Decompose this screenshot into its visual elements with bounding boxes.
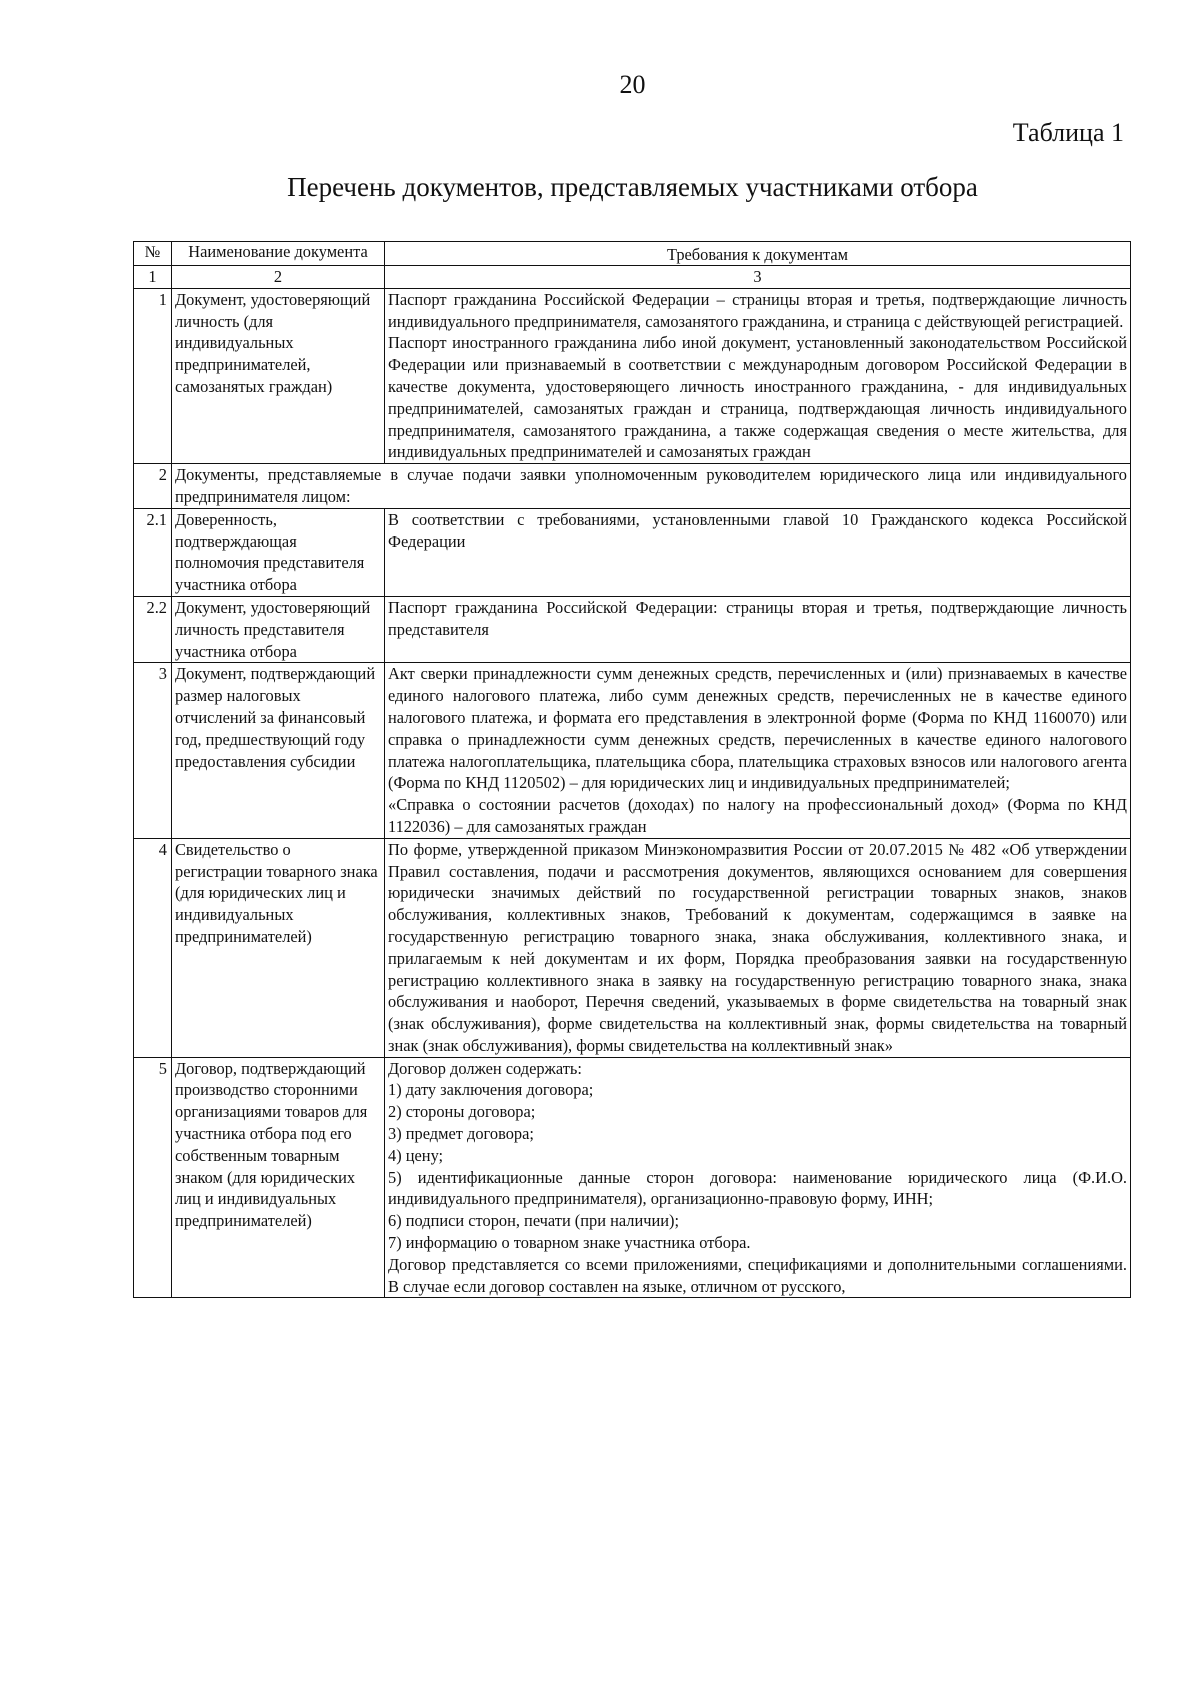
requirement-paragraph: Акт сверки принадлежности сумм денежных средств, перечисленных и (или) признаваемых в качестве единого налогового платежа, либо сумм денежных средств, перечисленных не в качестве единого налогового платежа, и формата его представления в электронной форме (Форма по КНД 1160070) или справка о принадлежности сумм денежных средств, перечисленных в качестве единого налогового платежа налогоплательщика, плательщика сбора, плательщика страховых взносов или налогового агента (Форма по КНД 1120502) – для юридических лиц и индивидуальных предпринимателей; [388,664,1127,793]
requirement-list-item: 3) предмет договора; [388,1124,534,1144]
page-number: 20 [619,70,646,99]
row-number: 5 [134,1057,172,1298]
table-header-row [134,242,1131,266]
table-row [134,663,1131,838]
row-number: 3 [134,663,172,838]
document-requirements [385,1057,1131,1298]
table-row [134,596,1131,662]
requirement-intro: Договор должен содержать: [388,1058,582,1078]
document-name: Документ, удостоверяющий личность представителя участника отбора [172,596,385,662]
row-number: 4 [134,838,172,1057]
table-row [134,464,1131,509]
document-name: Документ, подтверждающий размер налоговых отчислений за финансовый год, предшествующий году предоставления субсидии [172,663,385,838]
requirement-paragraph: Паспорт иностранного гражданина либо иной документ, установленный законодательством Российской Федерации или признаваемый в соответствии с международным договором Российской Федерации в качестве документа, удостоверяющего личность иностранного гражданина, - для индивидуальных предпринимателей, самозанятых граждан и страница, подтверждающая личность индивидуального предпринимателя, самозанятого гражданина, а также содержащая сведения о месте жительства, для индивидуальных предпринимателей и самозанятых граждан [388,333,1127,462]
document-requirements: По форме, утвержденной приказом Минэкономразвития России от 20.07.2015 № 482 «Об утверждении Правил составления, подачи и рассмотрения документов, являющихся основанием для совершения юридически значимых действий по государственной регистрации товарных знаков, знаков обслуживания, коллективных знаков, Требований к документам, содержащимся в заявке на государственную регистрацию товарного знака, знака обслуживания, коллективного знака, и прилагаемым к ней документам и их форм, Порядка преобразования заявки на государственную регистрацию коллективного знака в заявку на государственную регистрацию товарного знака, знака обслуживания и наоборот, Перечня сведений, указываемых в форме свидетельства на товарный знак (знак обслуживания), форме свидетельства на коллективный знак, формы свидетельства на товарный знак (знак обслуживания), формы свидетельства на коллективный знак» [385,838,1131,1057]
requirement-list-item: 4) цену; [388,1145,444,1165]
header-requirements: Требования к документам [385,242,1131,266]
table-row [134,838,1131,1057]
header-document-name: Наименование документа [172,242,385,266]
header-number: № [134,242,172,266]
document-requirements [385,663,1131,838]
document-requirements: В соответствии с требованиями, установленными главой 10 Гражданского кодекса Российской Федерации [385,508,1131,596]
table-row [134,508,1131,596]
document-requirements [385,288,1131,463]
column-index: 2 [172,266,385,289]
document-name: Документ, удостоверяющий личность (для индивидуальных предпринимателей, самозанятых граждан) [172,288,385,463]
requirement-list-item: 6) подписи сторон, печати (при наличии); [388,1211,680,1231]
requirement-list-item: 1) дату заключения договора; [388,1080,594,1100]
column-index: 1 [134,266,172,289]
documents-table [133,241,1131,1298]
table-label: Таблица 1 [1012,118,1124,147]
column-index-row [134,266,1131,289]
table-row [134,1057,1131,1298]
row-number: 2.1 [134,508,172,596]
requirement-list-item: 7) информацию о товарном знаке участника отбора. [388,1233,751,1253]
document-name: Доверенность, подтверждающая полномочия представителя участника отбора [172,508,385,596]
section-heading: Документы, представляемые в случае подачи заявки уполномоченным руководителем юридического лица или индивидуального предпринимателя лицом: [172,464,1131,509]
requirement-list-item: 5) идентификационные данные сторон договора: наименование юридического лица (Ф.И.О. индивидуального предпринимателя), организационно-правовую форму, ИНН; [388,1167,1127,1209]
requirement-outro: Договор представляется со всеми приложениями, спецификациями и дополнительными соглашениями. В случае если договор составлен на языке, отличном от русского, [388,1254,1127,1296]
column-index: 3 [385,266,1131,289]
document-name: Договор, подтверждающий производство сторонними организациями товаров для участника отбора под его собственным товарным знаком (для юридических лиц и индивидуальных предпринимателей) [172,1057,385,1298]
row-number: 2 [134,464,172,509]
requirement-list-item: 2) стороны договора; [388,1102,536,1122]
document-title: Перечень документов, представляемых участниками отбора [287,172,978,202]
document-requirements: Паспорт гражданина Российской Федерации: страницы вторая и третья, подтверждающие личность представителя [385,596,1131,662]
requirement-paragraph: Паспорт гражданина Российской Федерации – страницы вторая и третья, подтверждающие личность индивидуального предпринимателя, самозанятого гражданина, и страница с действующей регистрацией. [388,289,1127,331]
requirement-paragraph: «Справка о состоянии расчетов (доходах) по налогу на профессиональный доход» (Форма по КНД 1122036) – для самозанятых граждан [388,795,1127,836]
row-number: 1 [134,288,172,463]
table-row [134,288,1131,463]
row-number: 2.2 [134,596,172,662]
document-name: Свидетельство о регистрации товарного знака (для юридических лиц и индивидуальных предпринимателей) [172,838,385,1057]
